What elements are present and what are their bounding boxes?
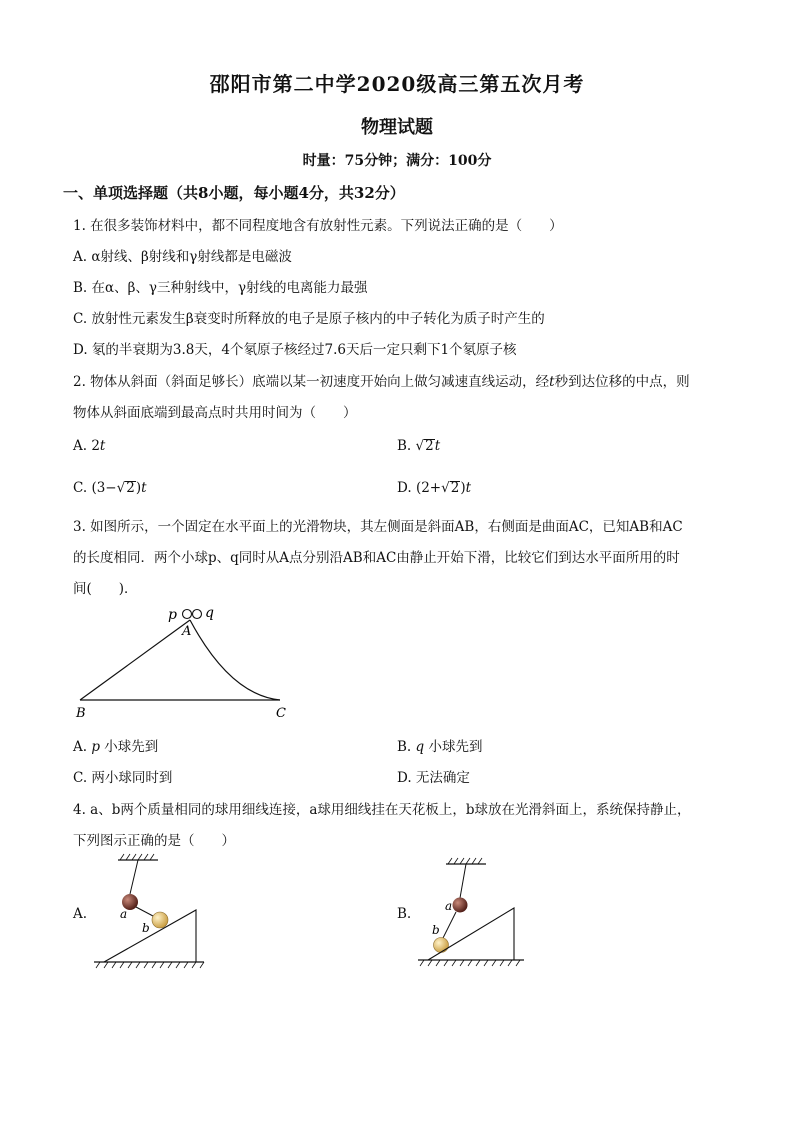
ceiling-hatch <box>448 858 482 864</box>
incline-ab <box>80 620 190 700</box>
q2-option-b-label: B. <box>397 438 412 454</box>
q4-option-b-label: B. <box>397 906 412 922</box>
q3-option-a-label: A. <box>73 739 92 755</box>
q1-option-c: C. 放射性元素发生β衰变时所释放的电子是原子核内的中子转化为质子时产生的 <box>73 311 545 327</box>
q4-option-a-label: A. <box>73 906 88 922</box>
q1-stem: 1. 在很多装饰材料中，都不同程度地含有放射性元素。下列说法正确的是（ ） <box>73 218 563 234</box>
q2-option-b-root: 2 <box>425 438 434 454</box>
q2-option-a-label: A. 2 <box>73 438 100 454</box>
q2-option-b-var: t <box>434 438 441 454</box>
q3-stem-line3: 间( )． <box>73 581 138 597</box>
ball-b-icon <box>434 938 449 953</box>
q3-option-d: D. 无法确定 <box>397 770 470 786</box>
q2-option-c-post: ) <box>135 480 142 496</box>
label-c: C <box>276 706 286 721</box>
ball-b-icon <box>152 912 168 928</box>
subject-title: 物理试题 <box>361 117 433 138</box>
curve-ac <box>190 620 280 700</box>
label-ball-a: a <box>120 907 128 921</box>
q2-option-d <box>397 480 471 496</box>
section-title: 一、单项选择题（共8小题，每小题4分，共32分） <box>63 184 405 202</box>
ceiling-hatch <box>120 854 154 860</box>
q1-option-a: A. α射线、β射线和γ射线都是电磁波 <box>73 249 292 265</box>
q3-option-a-var: p <box>91 739 100 755</box>
label-ball-b: b <box>432 923 440 937</box>
q3-stem-line1: 3. 如图所示，一个固定在水平面上的光滑物块，其左侧面是斜面AB，右侧面是曲面AC，已知AB和AC <box>73 519 683 535</box>
sqrt-symbol-icon: √ <box>415 438 425 454</box>
label-q: q <box>205 605 214 621</box>
q2-option-d-root: 2 <box>450 480 460 496</box>
q2-option-d-pre: (2+ <box>415 480 442 496</box>
q3-option-b-var: q <box>415 739 425 755</box>
incline <box>428 908 514 960</box>
q2-option-c-root: 2 <box>126 480 135 496</box>
q2-option-b <box>397 438 440 454</box>
q2-option-c <box>73 480 147 496</box>
q3-option-a-text: 小球先到 <box>100 739 159 755</box>
ball-q-icon <box>193 610 202 619</box>
q3-option-b-text: 小球先到 <box>424 739 483 755</box>
q2-option-d-var: t <box>465 480 472 496</box>
q2-option-c-var: t <box>141 480 147 496</box>
string-ab <box>443 912 456 938</box>
q2-stem-part1: 2. 物体从斜面（斜面足够长）底端以某一初速度开始向上做匀减速直线运动，经 <box>73 374 550 390</box>
ground-hatch <box>420 960 520 966</box>
label-a: A <box>182 624 192 639</box>
q3-option-b <box>397 735 482 755</box>
q2-option-d-post: ) <box>460 480 466 496</box>
q3-option-b-label: B. <box>397 739 416 755</box>
exam-info: 时量：75分钟；满分：100分 <box>302 153 492 169</box>
q2-option-c-label: C. <box>73 480 88 496</box>
q3-option-a <box>73 735 158 755</box>
label-ball-a: a <box>445 899 453 913</box>
q2-option-d-label: D. <box>397 480 412 496</box>
q3-figure <box>70 600 300 722</box>
incline <box>104 910 196 962</box>
ball-p-icon <box>183 610 192 619</box>
q2-stem-line2: 物体从斜面底端到最高点时共用时间为（ ） <box>73 405 357 421</box>
q2-option-c-pre: (3− <box>91 480 117 496</box>
q4-figure-a <box>90 852 220 974</box>
q3-stem-line2: 的长度相同．两个小球p、q同时从A点分别沿AB和AC由静止开始下滑，比较它们到达水平面所用的时 <box>73 550 680 566</box>
string-top <box>460 864 466 898</box>
q2-option-a-var: t <box>99 438 106 454</box>
school-title: 邵阳市第二中学2020级高三第五次月考 <box>209 72 585 96</box>
q3-option-c: C. 两小球同时到 <box>73 770 173 786</box>
ball-a-icon <box>453 898 468 913</box>
q2-option-a <box>73 438 105 454</box>
q4-figure-b <box>412 852 542 974</box>
string-ab <box>136 907 153 916</box>
q1-option-b: B. 在α、β、γ三种射线中，γ射线的电离能力最强 <box>73 280 368 296</box>
q2-stem <box>73 370 690 390</box>
q2-stem-var: t <box>549 374 555 390</box>
sqrt-symbol-icon: √ <box>116 480 126 496</box>
label-ball-b: b <box>142 921 150 935</box>
q1-option-d: D. 氡的半衰期为3.8天，4个氡原子核经过7.6天后一定只剩下1个氡原子核 <box>73 342 517 358</box>
label-b: B <box>76 706 86 721</box>
label-p: p <box>168 607 177 623</box>
ground-hatch <box>96 962 204 968</box>
sqrt-symbol-icon: √ <box>441 480 450 496</box>
q4-stem-line2: 下列图示正确的是（ ） <box>73 833 235 849</box>
q4-stem-line1: 4. a、b两个质量相同的球用细线连接，a球用细线挂在天花板上，b球放在光滑斜面上，系统保持静止， <box>73 802 691 818</box>
q2-stem-part2: 秒到达位移的中点，则 <box>554 374 690 390</box>
string-top <box>130 860 138 894</box>
